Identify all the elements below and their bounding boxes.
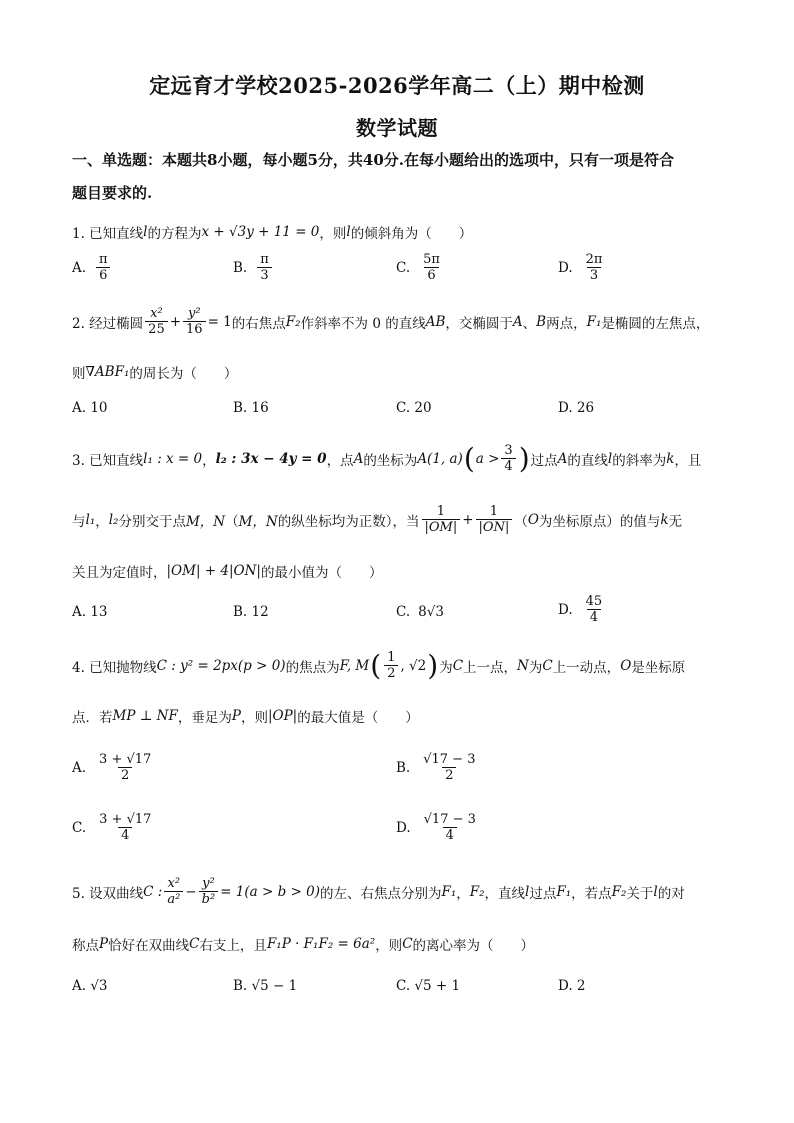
q2-triangle: ∇ABF₁ — [85, 364, 130, 380]
q2-text3: ，交椭圆于 — [445, 315, 513, 332]
q5-F1: F₁ — [441, 883, 457, 900]
q2-option-d: D. 26 — [558, 400, 595, 416]
q3-right-paren: ) — [518, 441, 530, 475]
q3-A: A — [353, 450, 364, 467]
q5-minus: − — [185, 883, 197, 900]
fraction-den: |ON| — [476, 519, 513, 535]
q3-text4: 的直线 — [567, 452, 608, 469]
q5-line2a: 称点 — [72, 938, 99, 954]
q5-prefix: 5. 设双曲线 — [72, 885, 144, 902]
q3-plus: + — [462, 511, 474, 528]
q5-l2: l — [653, 883, 658, 900]
q3-suffix: ，且 — [674, 452, 702, 469]
q4-m-fraction — [384, 650, 398, 681]
fraction-num: x² — [150, 306, 163, 321]
q3-cond-fraction — [501, 443, 515, 474]
q3-comma: ， — [202, 452, 216, 469]
question-3-line3 — [72, 561, 382, 581]
q3-O: O — [527, 511, 539, 528]
fraction-num: √17 − 3 — [423, 752, 476, 767]
q3-option-c — [396, 604, 444, 620]
q3-text2: 的坐标为 — [363, 452, 418, 469]
option-fraction — [583, 594, 606, 625]
fraction-num: √17 − 3 — [423, 812, 476, 827]
fraction-num: π — [99, 252, 108, 267]
q3-text3: 过点 — [530, 452, 558, 469]
fraction-num: x² — [167, 876, 181, 891]
q3-expr: |OM| + 4|ON| — [166, 563, 261, 579]
fraction-num: 3 + √17 — [99, 812, 152, 827]
fraction-num: 3 + √17 — [99, 752, 152, 767]
q5-text5: 关于 — [626, 885, 654, 902]
q3-k: k — [666, 450, 675, 467]
q2-sep: 、 — [522, 315, 537, 332]
fraction-den: |OM| — [422, 519, 461, 535]
q3-prefix: 3. 已知直线 — [72, 452, 144, 469]
q1-option-c — [396, 252, 445, 283]
fraction-den: 4 — [443, 827, 457, 843]
option-fraction — [583, 252, 606, 283]
option-label: D. — [558, 259, 573, 276]
fraction-den: 2 — [118, 767, 132, 783]
option-fraction — [96, 252, 111, 283]
q4-line2c: ，则 — [240, 710, 268, 726]
option-label: C. — [72, 819, 87, 836]
q2-line2a: 则 — [72, 366, 86, 382]
option-label: A. — [72, 759, 87, 776]
q2-line2b: 的周长为（ ） — [129, 366, 238, 382]
option-label: B. — [233, 259, 248, 276]
q3-comma2: ， — [95, 513, 109, 530]
question-3-line2 — [72, 504, 682, 535]
fraction-den: 3 — [257, 267, 271, 283]
q4-line2d: 的最大值是（ ） — [297, 710, 419, 726]
q4-text2: 为 — [439, 659, 453, 676]
q1-line-symbol: l — [143, 224, 148, 240]
q3-option-d — [558, 594, 607, 625]
q3-text: ，点 — [326, 452, 354, 469]
q3-line3b: 的最小值为（ ） — [260, 565, 383, 581]
fraction-num: 1 — [387, 650, 396, 665]
q3-line2b: 分别交于点 — [118, 513, 186, 530]
q2-prefix: 2. 经过椭圆 — [72, 315, 144, 332]
q4-C: C — [452, 657, 464, 674]
fraction-num: 1 — [489, 504, 499, 519]
option-fraction — [257, 252, 272, 283]
option-label: C. — [396, 604, 411, 620]
q4-text3: 上一点， — [463, 659, 518, 676]
q5-option-b: B. √5 − 1 — [233, 978, 298, 994]
q3-line3a: 关且为定值时， — [72, 565, 167, 581]
q3-k2: k — [660, 511, 669, 528]
fraction-num: 2π — [585, 252, 603, 267]
question-5-stem — [72, 876, 685, 907]
q3-option-a: A. 13 — [72, 604, 108, 620]
question-1-stem — [72, 222, 472, 242]
q5-suffix: 的对 — [657, 885, 685, 902]
q3-line2c: （ — [225, 513, 239, 530]
fraction-num: y² — [202, 876, 215, 891]
fraction-num: 5π — [423, 252, 440, 267]
q5-text4: ，若点 — [571, 885, 612, 902]
option-label: B. — [396, 759, 411, 776]
q5-option-c: C. √5 + 1 — [396, 978, 461, 994]
q2-AB: AB — [425, 313, 446, 330]
q2-text: 的右焦点 — [231, 315, 286, 332]
q3-MN2: M，N — [238, 513, 278, 530]
section-heading-line2: 题目要求的. — [72, 184, 153, 202]
fraction-den: 2 — [442, 767, 456, 783]
fraction-den: 4 — [501, 458, 515, 474]
q4-P: P — [231, 708, 241, 724]
q4-line2b: ，垂足为 — [177, 710, 232, 726]
q2-option-c: C. 20 — [396, 400, 432, 416]
q2-text4: 两点， — [546, 315, 587, 332]
fraction-num: 1 — [436, 504, 445, 519]
question-2-line2 — [72, 362, 237, 382]
fraction-den: a² — [164, 891, 183, 907]
fraction-den: 3 — [587, 267, 601, 283]
q4-option-c — [72, 812, 156, 843]
question-2-stem — [72, 306, 709, 337]
q5-line2c: 右支上，且 — [199, 938, 267, 954]
question-3-stem — [72, 443, 701, 474]
fraction-num: 45 — [585, 594, 603, 609]
q5-line2e: 的离心率为（ ） — [412, 938, 535, 954]
option-label: D. — [558, 601, 573, 618]
q3-fraction-2 — [476, 504, 513, 535]
fraction-den: 4 — [118, 827, 132, 843]
q2-B: B — [536, 313, 547, 330]
q2-fraction-2 — [183, 306, 206, 337]
q3-MN: M，N — [185, 513, 226, 530]
q4-text5: 上一动点， — [552, 659, 621, 676]
q5-comma: ， — [456, 885, 470, 902]
q5-eq: = 1(a > b > 0) — [220, 883, 320, 900]
q4-curve: C : y² = 2px(p > 0) — [156, 657, 286, 674]
q4-prefix: 4. 已知抛物线 — [72, 659, 157, 676]
option-fraction — [421, 812, 479, 843]
q3-line2g: 无 — [668, 513, 683, 530]
q1-option-d — [558, 252, 607, 283]
q4-option-b — [396, 752, 480, 783]
q5-C2: C — [189, 936, 200, 952]
fraction-den: 2 — [384, 665, 398, 681]
section-heading — [72, 144, 732, 210]
q2-text2: 作斜率不为 0 的直线 — [300, 315, 426, 332]
q2-suffix: 是椭圆的左焦点， — [601, 315, 710, 332]
q5-line2b: 恰好在双曲线 — [108, 938, 190, 954]
fraction-num: π — [260, 252, 269, 267]
q1-prefix: 1. 已知直线 — [72, 226, 144, 242]
q3-fraction-1 — [422, 504, 461, 535]
q3-l1def: l₁ : x = 0 — [143, 450, 203, 467]
option-fraction — [420, 252, 443, 283]
question-4-line2 — [72, 706, 419, 726]
fraction-den: 4 — [587, 609, 601, 625]
q2-plus: + — [169, 313, 182, 330]
fraction-den: 6 — [424, 267, 438, 283]
q4-perp: MP ⊥ NF — [112, 708, 178, 724]
question-5-line2 — [72, 934, 534, 954]
q5-option-d: D. 2 — [558, 978, 586, 994]
question-4-stem — [72, 650, 685, 681]
q2-option-b: B. 16 — [233, 400, 269, 416]
option-label: D. — [396, 819, 411, 836]
q4-O: O — [620, 657, 632, 674]
q5-F2b: F₂ — [611, 883, 627, 900]
q3-A-coord: A(1, a) — [417, 450, 463, 467]
q5-option-a: A. √3 — [72, 978, 108, 994]
q2-A: A — [512, 313, 523, 330]
q5-F1b: F₁ — [556, 883, 572, 900]
q5-l: l — [525, 883, 530, 900]
q4-C2: C — [542, 657, 553, 674]
q4-OP: |OP| — [267, 708, 298, 724]
q1-equation: x + √3y + 11 = 0 — [201, 224, 320, 240]
q5-fraction-1 — [164, 876, 183, 907]
q2-fraction-1 — [145, 306, 168, 337]
q2-F1: F₁ — [586, 313, 602, 330]
q4-right-paren: ) — [427, 648, 439, 682]
q1-option-a — [72, 252, 113, 283]
q5-dot-product: F₁P · F₁F₂ = 6a² — [266, 936, 376, 952]
q5-P: P — [99, 936, 109, 952]
q4-line2a: 点．若 — [72, 710, 113, 726]
q5-text: 的左、右焦点分别为 — [319, 885, 442, 902]
q5-fraction-2 — [199, 876, 219, 907]
q1-line-symbol2: l — [346, 224, 351, 240]
option-label: A. — [72, 259, 87, 276]
q3-A2: A — [557, 450, 568, 467]
q4-text4: 为 — [528, 659, 543, 676]
option-fraction — [96, 812, 154, 843]
q1-option-b — [233, 252, 274, 283]
q5-F2: F₂ — [469, 883, 485, 900]
option-label: C. — [396, 259, 411, 276]
q3-l2: l₂ — [108, 511, 119, 528]
q1-text2: ，则 — [319, 226, 347, 242]
q4-text: 的焦点为 — [285, 659, 340, 676]
q5-text3: 过点 — [529, 885, 557, 902]
q1-text: 的方程为 — [147, 226, 202, 242]
fraction-den: 25 — [145, 321, 168, 337]
option-value: 8√3 — [418, 604, 444, 620]
q4-F-M: F, M — [339, 657, 370, 674]
q1-suffix: 的倾斜角为（ ） — [350, 226, 473, 242]
q2-option-a: A. 10 — [72, 400, 108, 416]
q5-text2: ，直线 — [484, 885, 526, 902]
q3-line2f: 为坐标原点）的值与 — [538, 513, 661, 530]
fraction-den: 6 — [96, 267, 110, 283]
option-fraction — [420, 752, 478, 783]
q5-C: C : — [143, 883, 163, 900]
q2-F2: F₂ — [285, 313, 301, 330]
q5-line2d: ，则 — [375, 938, 403, 954]
q4-N: N — [517, 657, 529, 674]
q3-cond: a > — [475, 450, 500, 467]
q3-line2e: （ — [514, 513, 528, 530]
q3-l2def: l₂ : 3x − 4y = 0 — [215, 450, 327, 467]
fraction-den: b² — [199, 891, 219, 907]
q3-l: l — [607, 450, 613, 467]
q4-left-paren: ( — [370, 648, 382, 682]
option-fraction — [96, 752, 154, 783]
q3-text5: 的斜率为 — [612, 452, 667, 469]
fraction-num: 3 — [504, 443, 513, 458]
q4-m-rest: , √2 — [400, 657, 427, 674]
q4-option-d — [396, 812, 481, 843]
q2-equals: = 1 — [207, 313, 232, 330]
q3-left-paren: ( — [463, 441, 475, 475]
page-title: 定远育才学校2025-2026学年高二（上）期中检测 — [149, 73, 645, 98]
q3-line2d: 的纵坐标均为正数），当 — [277, 513, 420, 530]
q4-option-a — [72, 752, 156, 783]
fraction-num: y² — [188, 306, 201, 321]
q4-suffix: 是坐标原 — [631, 659, 686, 676]
q5-C3: C — [402, 936, 413, 952]
section-heading-line1: 一、单选题：本题共8小题，每小题5分，共40分.在每小题给出的选项中，只有一项是符合 — [72, 151, 674, 169]
fraction-den: 16 — [183, 321, 206, 337]
q3-line2a: 与 — [72, 513, 86, 530]
q3-l1: l₁ — [85, 511, 96, 528]
q3-option-b: B. 12 — [233, 604, 269, 620]
page-subtitle: 数学试题 — [356, 116, 438, 140]
